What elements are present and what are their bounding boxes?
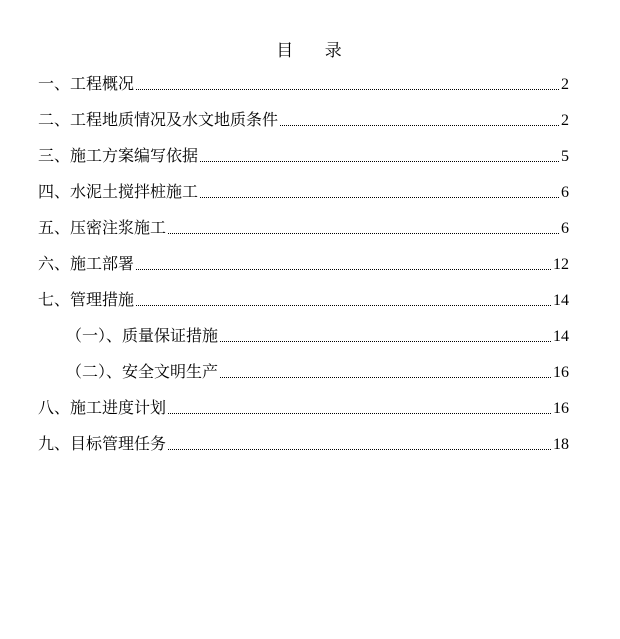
toc-entry-page-number: 2 (561, 112, 569, 129)
toc-entry[interactable] (38, 432, 569, 456)
toc-entry-page-number: 6 (561, 220, 569, 237)
toc-entry-page-number: 14 (553, 328, 569, 345)
toc-entry-label: 二、工程地质情况及水文地质条件 (38, 110, 279, 129)
toc-dot-leader (168, 233, 559, 234)
toc-entry-page-number: 5 (561, 148, 569, 165)
toc-dot-leader (200, 197, 559, 198)
toc-entry[interactable] (38, 288, 569, 312)
toc-entry[interactable] (66, 324, 569, 348)
toc-entry[interactable] (38, 396, 569, 420)
toc-entry-page-number: 12 (553, 256, 569, 273)
toc-title: 目 录 (276, 41, 344, 61)
toc-entry-label: 三、施工方案编写依据 (38, 146, 199, 165)
toc-dot-leader (220, 341, 551, 342)
toc-entry[interactable] (38, 216, 569, 240)
toc-entry-page-number: 18 (553, 436, 569, 453)
toc-entry-label: 五、压密注浆施工 (38, 218, 167, 237)
toc-entry[interactable] (38, 180, 569, 204)
toc-entry-label: 八、施工进度计划 (38, 398, 167, 417)
toc-entry-page-number: 16 (553, 400, 569, 417)
toc-dot-leader (280, 125, 559, 126)
toc-entry-page-number: 2 (561, 76, 569, 93)
toc-dot-leader (136, 89, 559, 90)
toc-dot-leader (136, 269, 551, 270)
toc-entry-label: 七、管理措施 (38, 290, 135, 309)
toc-dot-leader (136, 305, 551, 306)
toc-entry[interactable] (38, 144, 569, 168)
toc-entry[interactable] (66, 360, 569, 384)
toc-entry-label: （二）、安全文明生产 (66, 362, 219, 381)
toc-dot-leader (200, 161, 559, 162)
toc-entry-label: 六、施工部署 (38, 254, 135, 273)
toc-dot-leader (168, 413, 551, 414)
toc-entry-label: （一）、质量保证措施 (66, 326, 219, 345)
toc-entry[interactable] (38, 252, 569, 276)
toc-dot-leader (220, 377, 551, 378)
toc-entry-label: 一、工程概况 (38, 74, 135, 93)
toc-entry-page-number: 16 (553, 364, 569, 381)
toc-entry[interactable] (38, 72, 569, 96)
toc-entry-label: 四、水泥土搅拌桩施工 (38, 182, 199, 201)
toc-entry-page-number: 14 (553, 292, 569, 309)
toc-entry[interactable] (38, 108, 569, 132)
toc-entry-page-number: 6 (561, 184, 569, 201)
toc-dot-leader (168, 449, 551, 450)
toc-entry-label: 九、目标管理任务 (38, 434, 167, 453)
